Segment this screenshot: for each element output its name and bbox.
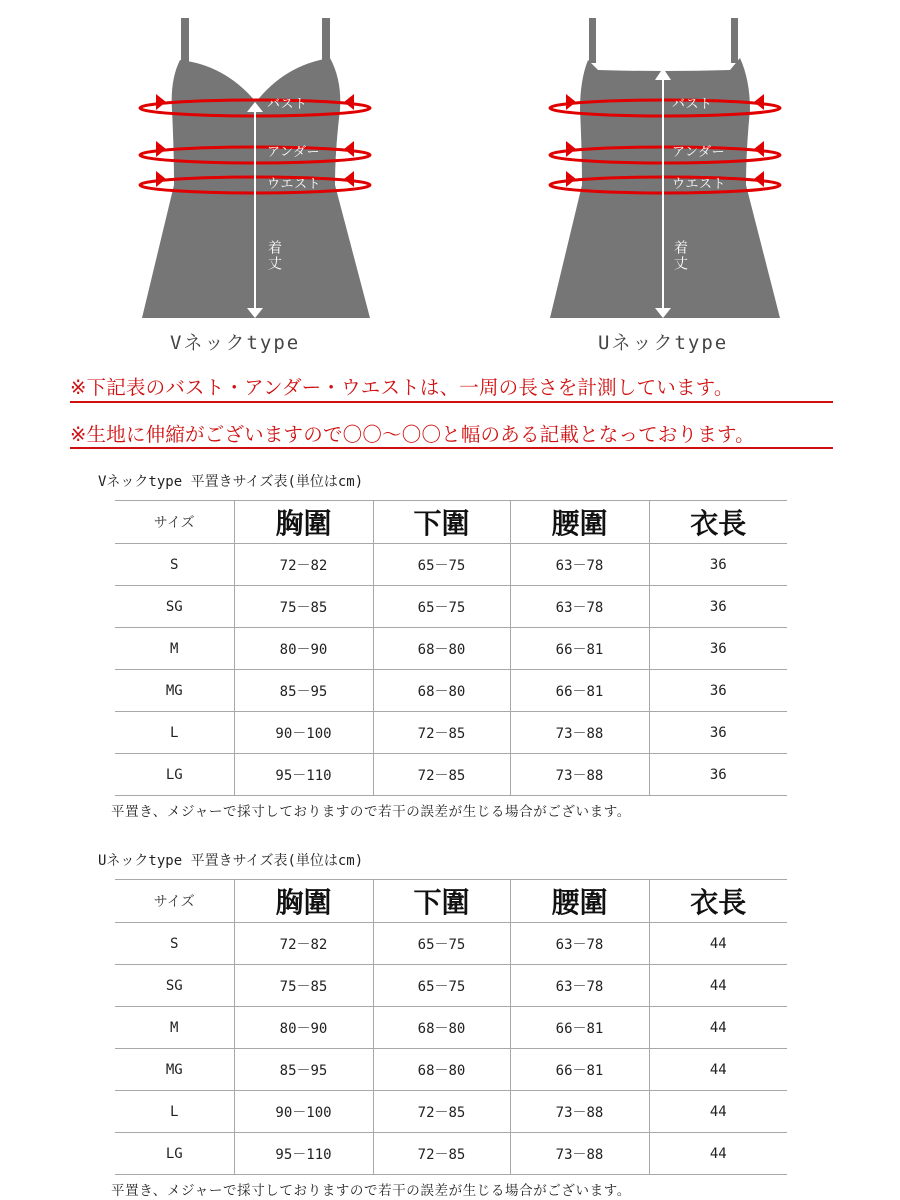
cell-waist: 66－81 [510,670,649,712]
cell-length: 44 [649,1091,787,1133]
cell-length: 36 [649,586,787,628]
table-row [115,1091,787,1133]
cell-waist: 66－81 [510,1049,649,1091]
cell-size: MG [115,1049,234,1091]
cell-size: MG [115,670,234,712]
cell-waist: 63－78 [510,965,649,1007]
header-length: 衣長 [649,880,787,923]
table-row [115,1049,787,1091]
vneck-table-title: Vネックtype 平置きサイズ表(単位はcm) [98,474,364,490]
cell-waist: 63－78 [510,923,649,965]
cell-size: SG [115,586,234,628]
waist-label: ウエスト [267,177,322,192]
cell-under: 68－80 [373,628,510,670]
cell-bust: 90－100 [234,1091,373,1133]
cell-length: 36 [649,628,787,670]
cell-length: 36 [649,712,787,754]
bust-label: バスト [672,97,713,112]
table-row [115,628,787,670]
header-bust: 胸圍 [234,880,373,923]
vneck-camisole-illustration [130,10,380,350]
bust-label: バスト [267,97,308,112]
cell-size: M [115,628,234,670]
uneck-camisole-illustration [540,10,790,350]
header-size: サイズ [115,880,234,923]
header-waist: 腰圍 [510,880,649,923]
length-label: 着丈 [266,240,282,272]
cell-waist: 73－88 [510,754,649,796]
table-row [115,544,787,586]
cell-bust: 80－90 [234,628,373,670]
table-row [115,1133,787,1175]
cell-waist: 63－78 [510,544,649,586]
cell-bust: 95－110 [234,1133,373,1175]
table-row [115,965,787,1007]
table-header-row [115,501,787,544]
length-label: 着丈 [672,240,688,272]
cell-waist: 66－81 [510,628,649,670]
cell-bust: 95－110 [234,754,373,796]
uneck-diagram [540,10,790,354]
cell-under: 68－80 [373,1049,510,1091]
table-row [115,670,787,712]
cell-size: M [115,1007,234,1049]
cell-under: 65－75 [373,965,510,1007]
uneck-table-title: Uネックtype 平置きサイズ表(単位はcm) [98,853,364,869]
table-row [115,754,787,796]
cell-size: LG [115,1133,234,1175]
uneck-size-table [115,879,787,1175]
table-row [115,586,787,628]
cell-bust: 72－82 [234,923,373,965]
cell-length: 44 [649,1133,787,1175]
note-underline [70,401,833,403]
cell-under: 72－85 [373,754,510,796]
cell-waist: 73－88 [510,1133,649,1175]
cell-size: SG [115,965,234,1007]
cell-under: 65－75 [373,544,510,586]
cell-under: 68－80 [373,670,510,712]
cell-under: 72－85 [373,1091,510,1133]
note-underline [70,447,833,449]
header-length: 衣長 [649,501,787,544]
cell-size: LG [115,754,234,796]
cell-length: 44 [649,1049,787,1091]
cell-length: 36 [649,544,787,586]
waist-label: ウエスト [672,177,727,192]
uneck-caption: Uネックtype [598,332,729,354]
under-label: アンダー [672,145,725,160]
cell-waist: 66－81 [510,1007,649,1049]
header-under: 下圍 [373,880,510,923]
cell-waist: 73－88 [510,1091,649,1133]
header-waist: 腰圍 [510,501,649,544]
cell-bust: 75－85 [234,965,373,1007]
cell-length: 36 [649,754,787,796]
cell-length: 36 [649,670,787,712]
header-under: 下圍 [373,501,510,544]
cell-size: S [115,544,234,586]
header-bust: 胸圍 [234,501,373,544]
table-row [115,923,787,965]
cell-under: 65－75 [373,586,510,628]
under-label: アンダー [267,145,320,160]
vneck-table-footnote: 平置き、メジャーで採寸しておりますので若干の誤差が生じる場合がございます。 [111,804,631,820]
cell-under: 65－75 [373,923,510,965]
table-header-row [115,880,787,923]
cell-length: 44 [649,965,787,1007]
cell-bust: 85－95 [234,670,373,712]
cell-size: L [115,712,234,754]
cell-bust: 85－95 [234,1049,373,1091]
measurement-note: ※下記表のバスト・アンダー・ウエストは、一周の長さを計測しています。 [70,376,734,399]
cell-waist: 73－88 [510,712,649,754]
cell-bust: 72－82 [234,544,373,586]
cell-size: S [115,923,234,965]
cell-bust: 75－85 [234,586,373,628]
uneck-table-footnote: 平置き、メジャーで採寸しておりますので若干の誤差が生じる場合がございます。 [111,1183,631,1199]
cell-bust: 80－90 [234,1007,373,1049]
header-size: サイズ [115,501,234,544]
vneck-diagram [130,10,380,354]
vneck-size-table [115,500,787,796]
cell-under: 72－85 [373,1133,510,1175]
cell-length: 44 [649,923,787,965]
vneck-caption: Vネックtype [170,332,301,354]
cell-under: 72－85 [373,712,510,754]
cell-size: L [115,1091,234,1133]
stretch-note: ※生地に伸縮がございますので〇〇～〇〇と幅のある記載となっております。 [70,423,755,446]
cell-under: 68－80 [373,1007,510,1049]
table-row [115,712,787,754]
cell-length: 44 [649,1007,787,1049]
cell-waist: 63－78 [510,586,649,628]
cell-bust: 90－100 [234,712,373,754]
table-row [115,1007,787,1049]
